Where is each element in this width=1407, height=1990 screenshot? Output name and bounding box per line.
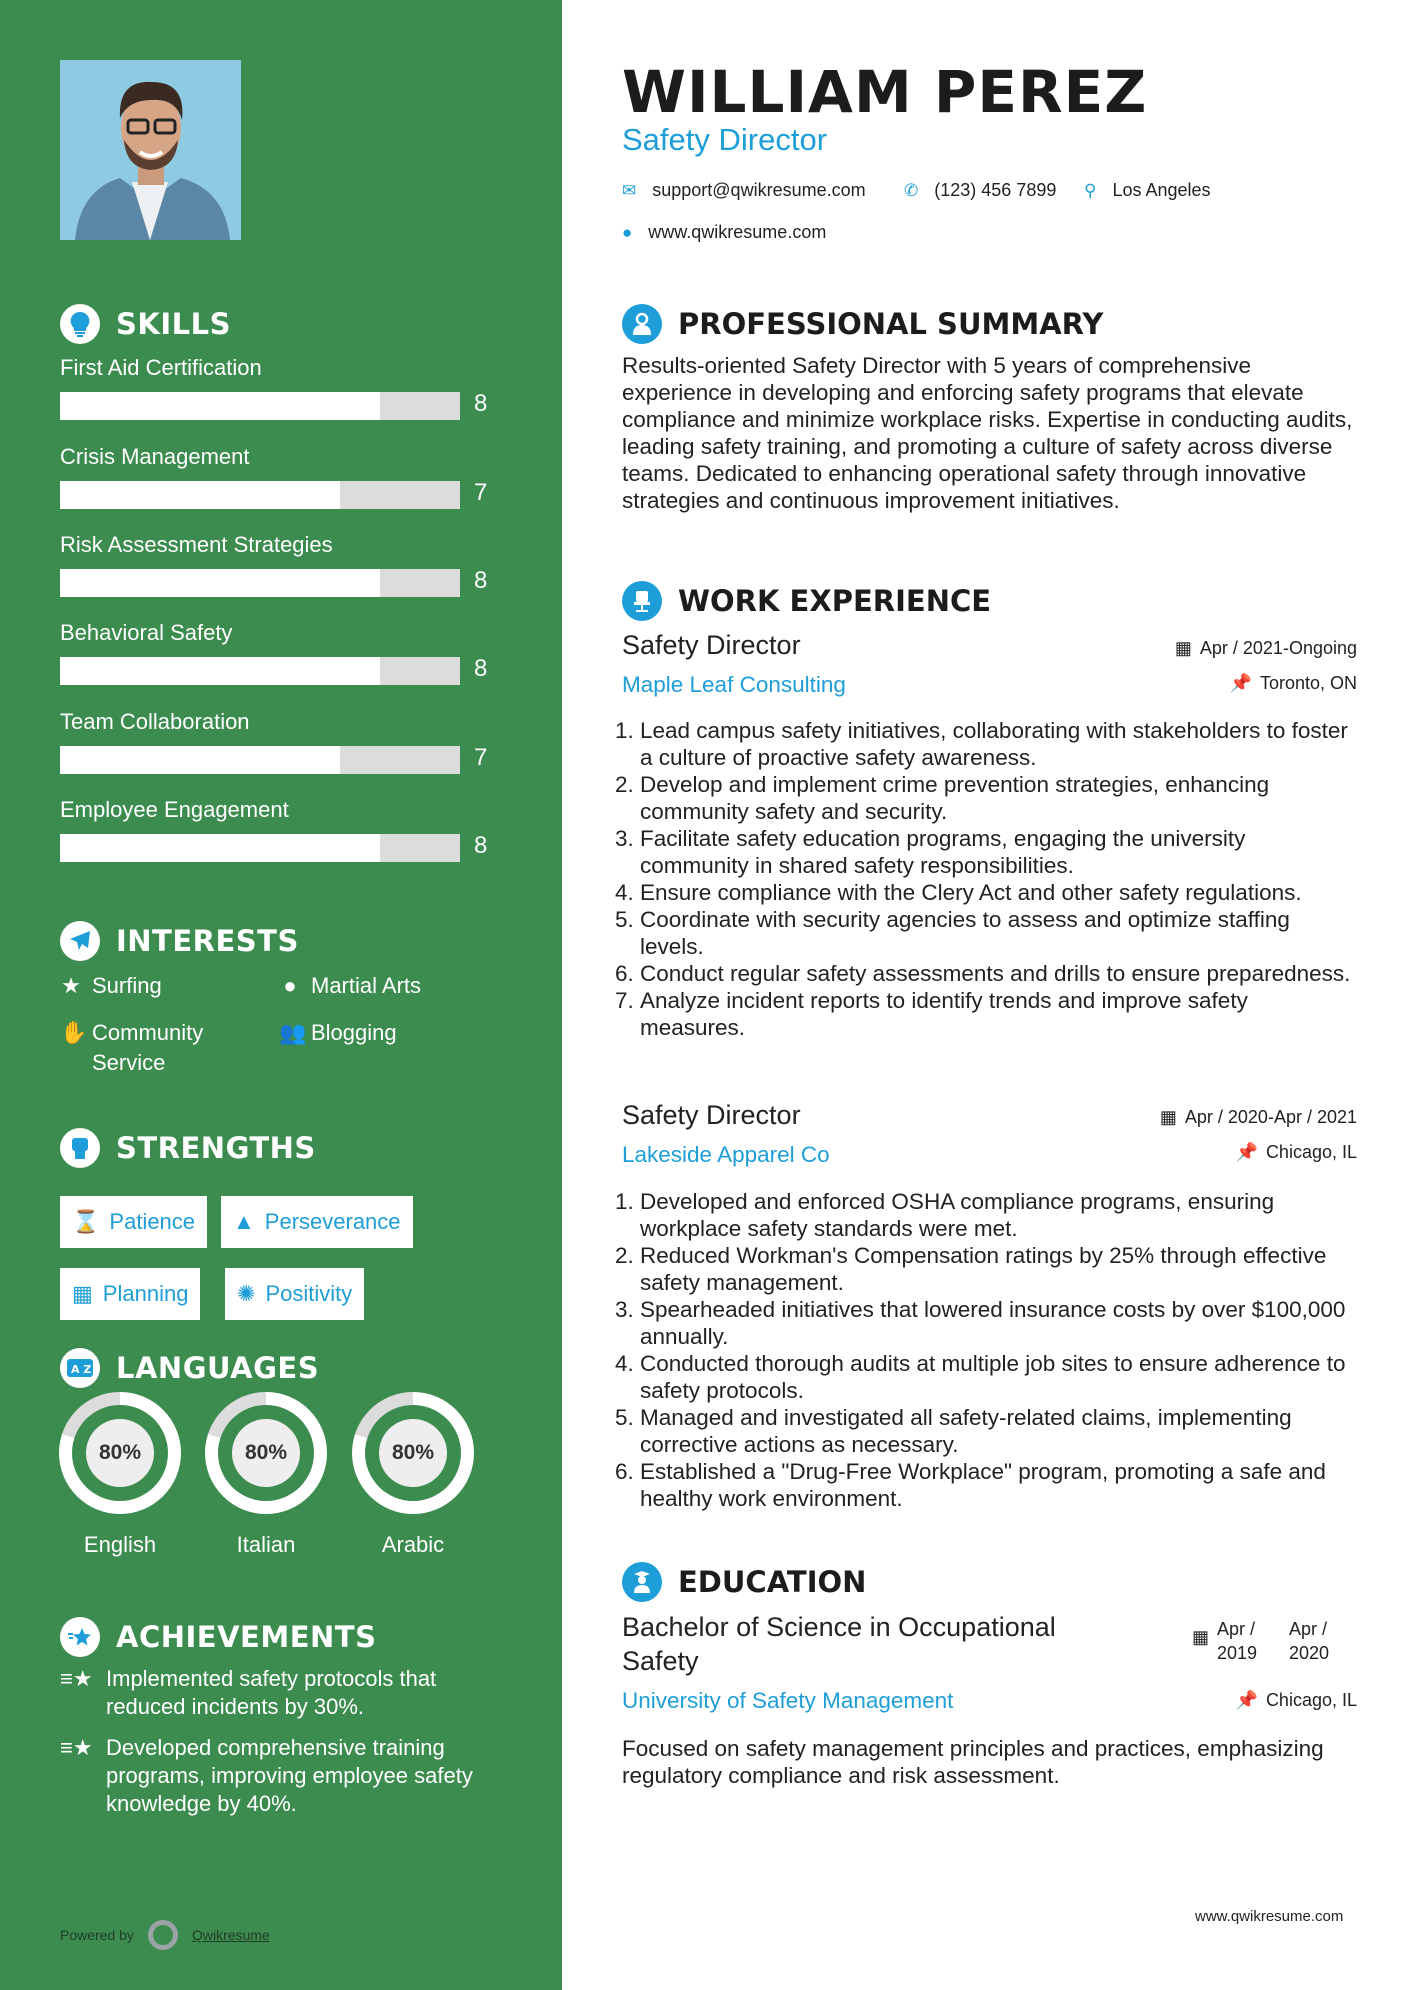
strength-badge bbox=[60, 1196, 207, 1248]
language-percent: 80% bbox=[86, 1419, 154, 1487]
hourglass-icon: ⌛ bbox=[72, 1209, 100, 1234]
skill-label: Behavioral Safety bbox=[60, 620, 233, 645]
achievement-item bbox=[60, 1665, 500, 1721]
graduate-icon bbox=[622, 1562, 662, 1602]
skill-item bbox=[60, 708, 500, 771]
duty-item: 6. Established a "Drug-Free Workplace" program, promoting a safe and healthy work environment. bbox=[640, 1458, 1359, 1512]
skills-section-header bbox=[60, 304, 231, 344]
powered-by-label: Powered by bbox=[60, 1927, 134, 1943]
degree-title: Bachelor of Science in Occupational Safety bbox=[622, 1612, 1056, 1676]
star-icon: ★ bbox=[61, 973, 81, 998]
job-dates-text: Apr / 2020-Apr / 2021 bbox=[1184, 1107, 1357, 1127]
interests-section-header bbox=[60, 921, 299, 961]
strength-badge bbox=[225, 1268, 364, 1320]
translate-icon bbox=[60, 1348, 100, 1388]
job-title: Safety Director bbox=[622, 1100, 801, 1130]
education-title: EDUCATION bbox=[678, 1565, 867, 1599]
education-start: Apr / 2019 bbox=[1217, 1619, 1258, 1663]
language-item bbox=[352, 1392, 474, 1558]
education-end: Apr / 2020 bbox=[1289, 1619, 1330, 1663]
job-dates-text: Apr / 2021-Ongoing bbox=[1199, 638, 1357, 658]
strength-badge bbox=[60, 1268, 200, 1320]
hand-icon: ✋ bbox=[60, 1020, 88, 1045]
duty-item: 4. Ensure compliance with the Clery Act and other safety regulations. bbox=[640, 879, 1359, 906]
language-percent: 80% bbox=[379, 1419, 447, 1487]
interest-label: Martial Arts bbox=[311, 973, 422, 998]
pushpin-icon: 📌 bbox=[1235, 1690, 1258, 1710]
interest-label: Surfing bbox=[92, 973, 162, 998]
road-icon: ▲ bbox=[233, 1209, 255, 1234]
interest-item bbox=[279, 971, 421, 1001]
lightbulb-icon bbox=[60, 304, 100, 344]
job-dates bbox=[1175, 638, 1357, 659]
interests-title: INTERESTS bbox=[116, 924, 299, 958]
interest-label: Community Service bbox=[92, 1020, 204, 1075]
job-location bbox=[1236, 1142, 1357, 1163]
skill-item bbox=[60, 796, 500, 859]
skill-bar bbox=[60, 834, 460, 862]
contact-location bbox=[1084, 180, 1211, 201]
strengths-section-header bbox=[60, 1128, 316, 1168]
duty-item: 1. Lead campus safety initiatives, collaborating with stakeholders to foster a culture of proactive safety awareness. bbox=[640, 717, 1359, 771]
interest-item bbox=[60, 971, 162, 1001]
language-progress-ring bbox=[205, 1392, 327, 1514]
skill-item bbox=[60, 354, 500, 417]
skill-value: 8 bbox=[474, 655, 488, 682]
education-location-text: Chicago, IL bbox=[1265, 1690, 1357, 1710]
skill-bar bbox=[60, 392, 460, 420]
education-description: Focused on safety management principles and practices, emphasizing regulatory compliance and risk assessment. bbox=[622, 1736, 1324, 1788]
strength-label: Planning bbox=[102, 1281, 189, 1306]
strength-label: Patience bbox=[109, 1209, 196, 1234]
skill-item bbox=[60, 619, 500, 682]
language-item bbox=[59, 1392, 181, 1558]
duty-item: 6. Conduct regular safety assessments and drills to ensure preparedness. bbox=[640, 960, 1359, 987]
skill-label: Team Collaboration bbox=[60, 709, 250, 734]
website-text[interactable]: www.qwikresume.com bbox=[648, 222, 827, 242]
language-progress-ring bbox=[59, 1392, 181, 1514]
contact-website bbox=[622, 222, 826, 243]
job-location-text: Toronto, ON bbox=[1259, 673, 1357, 693]
strength-badge bbox=[221, 1196, 413, 1248]
strength-label: Perseverance bbox=[264, 1209, 401, 1234]
education-location bbox=[1236, 1690, 1357, 1711]
skill-bar bbox=[60, 746, 460, 774]
job-duties-list bbox=[614, 1188, 1359, 1512]
fist-icon bbox=[60, 1128, 100, 1168]
skill-value: 8 bbox=[474, 390, 488, 417]
achievements-section-header bbox=[60, 1617, 376, 1657]
chair-icon bbox=[622, 581, 662, 621]
language-name: Arabic bbox=[381, 1532, 445, 1557]
job-company: Lakeside Apparel Co bbox=[622, 1142, 830, 1167]
duty-item: 4. Conducted thorough audits at multiple job sites to ensure adherence to safety protocols. bbox=[640, 1350, 1359, 1404]
candidate-title: Safety Director bbox=[622, 122, 828, 157]
skill-label: First Aid Certification bbox=[60, 355, 262, 380]
job-location-text: Chicago, IL bbox=[1265, 1142, 1357, 1162]
summary-title: PROFESSIONAL SUMMARY bbox=[678, 307, 1104, 341]
duty-item: 5. Managed and investigated all safety-related claims, implementing corrective actions as necessary. bbox=[640, 1404, 1359, 1458]
powered-by bbox=[60, 1920, 270, 1950]
user-icon bbox=[622, 304, 662, 344]
strength-label: Positivity bbox=[265, 1281, 353, 1306]
school-name: University of Safety Management bbox=[622, 1688, 954, 1713]
footer-url[interactable]: www.qwikresume.com bbox=[1195, 1908, 1344, 1925]
svg-text:A Z: A Z bbox=[71, 1363, 92, 1376]
experience-title: WORK EXPERIENCE bbox=[678, 584, 992, 618]
duty-item: 2. Reduced Workman's Compensation ratings by 25% through effective safety management. bbox=[640, 1242, 1359, 1296]
job-company: Maple Leaf Consulting bbox=[622, 672, 846, 697]
skill-value: 7 bbox=[474, 744, 488, 771]
language-name: Italian bbox=[236, 1532, 296, 1557]
duty-item: 3. Spearheaded initiatives that lowered insurance costs by over $100,000 annually. bbox=[640, 1296, 1359, 1350]
interest-label: Blogging bbox=[311, 1020, 397, 1045]
pushpin-icon: 📌 bbox=[1235, 1142, 1258, 1162]
skill-label: Risk Assessment Strategies bbox=[60, 532, 333, 557]
skill-bar bbox=[60, 657, 460, 685]
calendar-icon: ▦ bbox=[1159, 1107, 1177, 1127]
achievement-text: Implemented safety protocols that reduced incidents by 30%. bbox=[106, 1666, 437, 1719]
phone-icon: ✆ bbox=[904, 180, 919, 200]
map-pin-icon: ⚲ bbox=[1084, 180, 1097, 200]
profile-photo bbox=[60, 60, 241, 240]
paper-plane-icon bbox=[60, 921, 100, 961]
users-icon: 👥 bbox=[279, 1020, 307, 1045]
language-progress-ring bbox=[352, 1392, 474, 1514]
skill-item bbox=[60, 443, 500, 506]
strengths-title: STRENGTHS bbox=[116, 1131, 316, 1165]
location-text: Los Angeles bbox=[1112, 180, 1211, 200]
interest-item bbox=[60, 1018, 260, 1078]
skill-value: 8 bbox=[474, 832, 488, 859]
achievements-title: ACHIEVEMENTS bbox=[116, 1620, 377, 1654]
contact-email bbox=[622, 180, 866, 201]
duty-item: 2. Develop and implement crime prevention strategies, enhancing community safety and security. bbox=[640, 771, 1359, 825]
languages-section-header bbox=[60, 1348, 319, 1388]
globe-icon: ● bbox=[283, 973, 297, 998]
education-dates bbox=[1192, 1617, 1339, 1665]
envelope-icon: ✉ bbox=[622, 180, 637, 200]
summary-text: Results-oriented Safety Director with 5 years of comprehensive experience in developing and enforcing safety programs that elevate compliance and minimize workplace risks. Expertise in conducting audits, leading safety training, and promoting a culture of safety across diverse teams. Dedicated to enhancing operational safety through innovative strategies and continuous improvement initiatives. bbox=[622, 353, 1353, 513]
skill-bar bbox=[60, 569, 460, 597]
qwikresume-link[interactable]: Qwikresume bbox=[191, 1927, 270, 1943]
qwikresume-logo-icon bbox=[148, 1920, 178, 1950]
duty-item: 7. Analyze incident reports to identify trends and improve safety measures. bbox=[640, 987, 1359, 1041]
skill-label: Crisis Management bbox=[60, 444, 250, 469]
phone-text: (123) 456 7899 bbox=[934, 180, 1057, 200]
education-section-header bbox=[622, 1562, 866, 1602]
calendar-icon: ▦ bbox=[72, 1281, 93, 1306]
achievement-text: Developed comprehensive training programs, improving employee safety knowledge by 40%. bbox=[106, 1735, 473, 1816]
sidebar bbox=[0, 0, 562, 1990]
languages-title: LANGUAGES bbox=[116, 1351, 320, 1385]
pushpin-icon: 📌 bbox=[1229, 673, 1252, 693]
skill-bar bbox=[60, 481, 460, 509]
shooting-star-icon: ≡★ bbox=[60, 1666, 93, 1691]
shooting-star-icon bbox=[60, 1617, 100, 1657]
duty-item: 1. Developed and enforced OSHA compliance programs, ensuring workplace safety standards were met. bbox=[640, 1188, 1359, 1242]
skills-title: SKILLS bbox=[116, 307, 231, 341]
language-name: English bbox=[83, 1532, 157, 1557]
summary-section-header bbox=[622, 304, 1103, 344]
job-title: Safety Director bbox=[622, 630, 801, 660]
contact-phone bbox=[904, 180, 1056, 201]
skill-value: 7 bbox=[474, 479, 488, 506]
achievement-item bbox=[60, 1734, 500, 1818]
skill-item bbox=[60, 531, 500, 594]
job-location bbox=[1230, 673, 1357, 694]
calendar-icon: ▦ bbox=[1174, 638, 1192, 658]
experience-section-header bbox=[622, 581, 991, 621]
job-duties-list bbox=[614, 717, 1359, 1041]
duty-item: 5. Coordinate with security agencies to assess and optimize staffing levels. bbox=[640, 906, 1359, 960]
email-text[interactable]: support@qwikresume.com bbox=[652, 180, 866, 200]
globe-icon: ● bbox=[622, 222, 633, 242]
candidate-name: WILLIAM PEREZ bbox=[622, 58, 1148, 126]
skill-value: 8 bbox=[474, 567, 488, 594]
language-item bbox=[205, 1392, 327, 1558]
interest-item bbox=[279, 1018, 397, 1048]
sun-icon: ✺ bbox=[237, 1281, 256, 1306]
calendar-icon: ▦ bbox=[1191, 1627, 1209, 1647]
skill-label: Employee Engagement bbox=[60, 797, 289, 822]
job-dates bbox=[1160, 1107, 1357, 1128]
shooting-star-icon: ≡★ bbox=[60, 1735, 93, 1760]
language-percent: 80% bbox=[232, 1419, 300, 1487]
duty-item: 3. Facilitate safety education programs, engaging the university community in shared safety responsibilities. bbox=[640, 825, 1359, 879]
